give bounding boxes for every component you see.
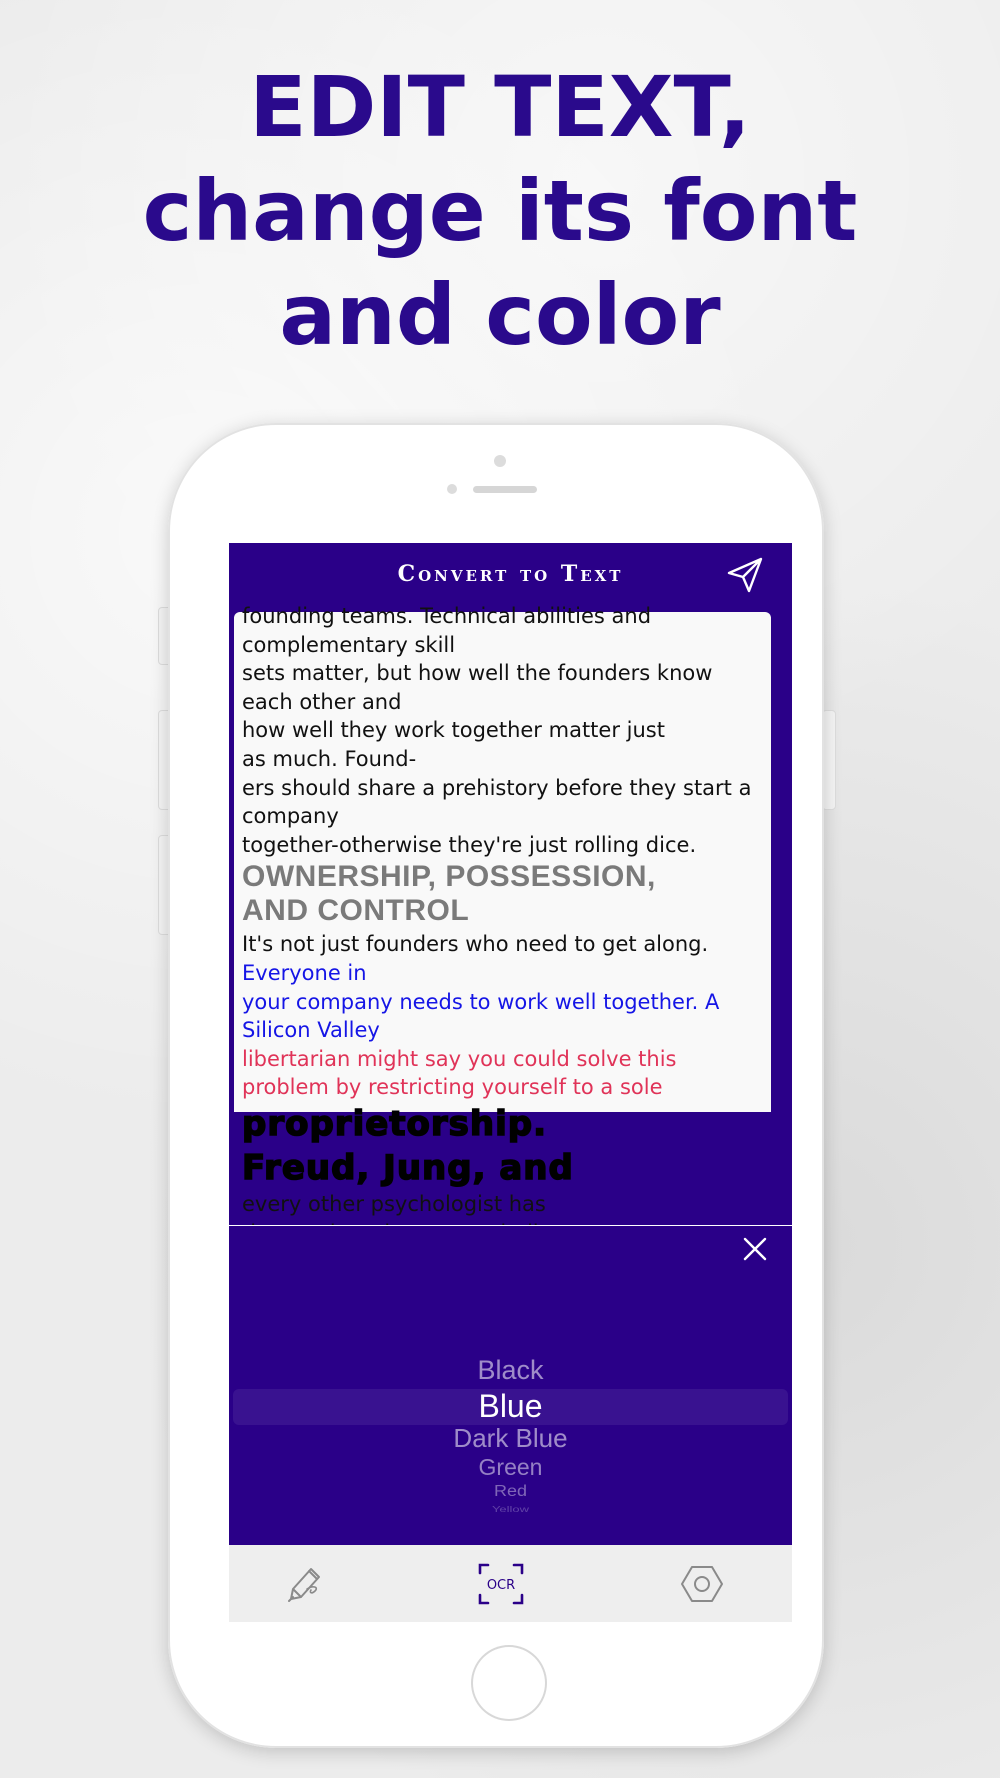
color-option[interactable]: Black [477, 1355, 544, 1385]
section-heading-line: AND CONTROL [242, 894, 470, 928]
section-heading [242, 860, 767, 928]
text-line: It's not just founders who need to get along. [242, 932, 709, 957]
text-line: together-otherwise they're just rolling dice. [242, 832, 697, 857]
text-editor[interactable] [234, 604, 771, 1216]
text-editor-content [242, 602, 767, 1247]
top-bar [229, 543, 792, 608]
color-picker[interactable] [229, 1225, 792, 1546]
red-text-line: libertarian might say you could solve this [242, 1046, 677, 1071]
headline-line-3: and color [279, 266, 721, 364]
text-line: founding teams. Technical abilities and [242, 604, 652, 628]
earpiece-speaker [473, 486, 537, 493]
front-camera [494, 455, 506, 467]
text-line: company [242, 804, 339, 829]
proximity-sensor [447, 484, 457, 494]
color-option[interactable]: Yellow [491, 1505, 530, 1514]
app-title: Convert to Text [397, 561, 624, 587]
blue-text-line: Silicon Valley [242, 1018, 380, 1043]
ocr-icon[interactable] [476, 1559, 526, 1609]
red-text-line: problem by restricting yourself to a sole [242, 1075, 663, 1100]
hexagon-settings-icon[interactable] [677, 1559, 727, 1609]
bottom-tab-bar [229, 1545, 792, 1622]
send-icon[interactable] [725, 555, 765, 595]
app-screen [229, 543, 792, 1622]
heavy-font-line: proprietorship. [242, 1103, 548, 1144]
headline-line-1: EDIT TEXT, [249, 58, 751, 156]
headline-line-2: change its font [142, 162, 858, 260]
color-option-selected[interactable]: Blue [478, 1388, 543, 1424]
home-button[interactable] [471, 1645, 547, 1721]
text-line: as much. Found- [242, 746, 417, 771]
blue-text-line: your company needs to work well together. A [242, 989, 720, 1014]
headline [0, 55, 1000, 367]
blue-text-line: Everyone in [242, 960, 367, 985]
text-line: ers should share a prehistory before they start a [242, 775, 752, 800]
close-icon[interactable] [742, 1236, 768, 1262]
text-line: complementary skill [242, 632, 456, 657]
color-option[interactable]: Green [478, 1454, 543, 1480]
text-line: each other and [242, 689, 402, 714]
section-heading-line: OWNERSHIP, POSSESSION, [242, 860, 656, 894]
heavy-font-line: Freud, Jung, and [242, 1147, 574, 1188]
pen-icon[interactable] [279, 1559, 329, 1609]
ocr-icon-label: OCR [486, 1578, 516, 1593]
phone-power-button [822, 710, 836, 810]
color-option[interactable]: Red [493, 1482, 528, 1500]
text-line: how well they work together matter just [242, 718, 665, 743]
color-option[interactable]: Dark Blue [453, 1423, 568, 1453]
text-line: sets matter, but how well the founders know [242, 661, 713, 686]
text-line: every other psychologist has [242, 1191, 546, 1216]
